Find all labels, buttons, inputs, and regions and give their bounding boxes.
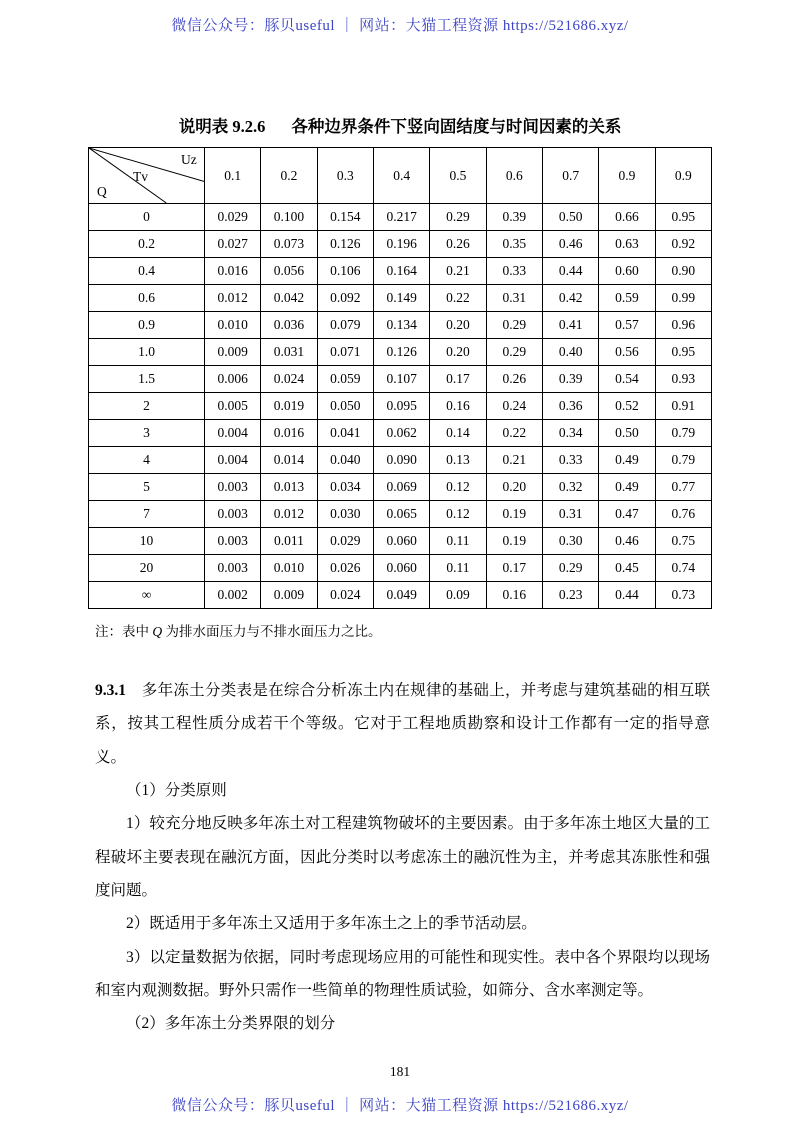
table-cell: 0.99 — [655, 285, 711, 312]
table-cell: 0.22 — [486, 420, 542, 447]
table-cell: 0.16 — [486, 582, 542, 609]
table-cell: 0.049 — [373, 582, 429, 609]
table-header-row — [89, 148, 712, 204]
table-cell: 0.21 — [430, 258, 486, 285]
table-cell: 0.40 — [542, 339, 598, 366]
table-row — [89, 204, 712, 231]
table-cell: 0.52 — [599, 393, 655, 420]
table-cell: 0.004 — [205, 420, 261, 447]
table-cell: 0.29 — [430, 204, 486, 231]
table-cell: 0.016 — [205, 258, 261, 285]
table-row — [89, 339, 712, 366]
commentary-section — [95, 674, 710, 1040]
table-cell: 0.12 — [430, 501, 486, 528]
table-cell: 0.13 — [430, 447, 486, 474]
table-cell: 0.24 — [486, 393, 542, 420]
table-cell: 0.41 — [542, 312, 598, 339]
table-cell: 0.030 — [317, 501, 373, 528]
table-cell: 0.30 — [542, 528, 598, 555]
table-cell: 0.59 — [599, 285, 655, 312]
row-label: 5 — [89, 474, 205, 501]
table-cell: 0.17 — [430, 366, 486, 393]
row-label: 1.5 — [89, 366, 205, 393]
table-cell: 0.50 — [542, 204, 598, 231]
table-cell: 0.073 — [261, 231, 317, 258]
column-header: 0.4 — [373, 148, 429, 204]
table-cell: 0.44 — [599, 582, 655, 609]
table-title — [0, 113, 800, 137]
footer-banner-link[interactable]: https://521686.xyz/ — [502, 1098, 629, 1114]
table-cell: 0.26 — [486, 366, 542, 393]
table-row — [89, 474, 712, 501]
column-header: 0.9 — [599, 148, 655, 204]
row-label: 7 — [89, 501, 205, 528]
paragraph-principle-3: 3）以定量数据为依据，同时考虑现场应用的可能性和现实性。表中各个界限均以现场和室内观测数据。野外只需作一些简单的物理性质试验，如筛分、含水率测定等。 — [95, 948, 710, 999]
footer-banner-text: 微信公众号：豚贝useful ｜ 网站：大猫工程资源 — [171, 1098, 503, 1114]
table-cell: 0.20 — [430, 339, 486, 366]
header-banner-link[interactable]: https://521686.xyz/ — [502, 18, 629, 34]
table-cell: 0.107 — [373, 366, 429, 393]
table-cell: 0.90 — [655, 258, 711, 285]
table-note-prefix: 注：表中 — [95, 624, 153, 639]
table-cell: 0.12 — [430, 474, 486, 501]
table-cell: 0.46 — [599, 528, 655, 555]
table-cell: 0.126 — [317, 231, 373, 258]
row-label: 3 — [89, 420, 205, 447]
table-cell: 0.79 — [655, 420, 711, 447]
table-cell: 0.17 — [486, 555, 542, 582]
table-cell: 0.003 — [205, 501, 261, 528]
table-cell: 0.034 — [317, 474, 373, 501]
table-cell: 0.23 — [542, 582, 598, 609]
table-cell: 0.76 — [655, 501, 711, 528]
table-cell: 0.149 — [373, 285, 429, 312]
table-row — [89, 420, 712, 447]
table-row — [89, 231, 712, 258]
table-cell: 0.56 — [599, 339, 655, 366]
table-cell: 0.66 — [599, 204, 655, 231]
table-note — [95, 620, 710, 640]
row-label: 20 — [89, 555, 205, 582]
table-cell: 0.041 — [317, 420, 373, 447]
table-cell: 0.003 — [205, 474, 261, 501]
paragraph-section-9-3-1 — [95, 674, 710, 774]
table-title-text: 各种边界条件下竖向固结度与时间因素的关系 — [291, 117, 622, 136]
table-cell: 0.011 — [261, 528, 317, 555]
table-cell: 0.39 — [486, 204, 542, 231]
table-cell: 0.14 — [430, 420, 486, 447]
table-cell: 0.013 — [261, 474, 317, 501]
table-cell: 0.004 — [205, 447, 261, 474]
table-cell: 0.35 — [486, 231, 542, 258]
table-cell: 0.106 — [317, 258, 373, 285]
table-cell: 0.024 — [261, 366, 317, 393]
table-corner-cell — [89, 148, 205, 204]
column-header: 0.1 — [205, 148, 261, 204]
table-cell: 0.010 — [205, 312, 261, 339]
table-cell: 0.31 — [486, 285, 542, 312]
table-cell: 0.34 — [542, 420, 598, 447]
table-cell: 0.19 — [486, 528, 542, 555]
table-cell: 0.57 — [599, 312, 655, 339]
table-cell: 0.095 — [373, 393, 429, 420]
table-cell: 0.062 — [373, 420, 429, 447]
table-cell: 0.39 — [542, 366, 598, 393]
table-cell: 0.36 — [542, 393, 598, 420]
table-cell: 0.196 — [373, 231, 429, 258]
table-cell: 0.071 — [317, 339, 373, 366]
table-cell: 0.092 — [317, 285, 373, 312]
table-cell: 0.33 — [542, 447, 598, 474]
table-cell: 0.009 — [261, 582, 317, 609]
column-header: 0.2 — [261, 148, 317, 204]
table-cell: 0.029 — [317, 528, 373, 555]
row-label: 0.4 — [89, 258, 205, 285]
table-row — [89, 582, 712, 609]
column-header: 0.9 — [655, 148, 711, 204]
table-cell: 0.46 — [542, 231, 598, 258]
row-label: 0.6 — [89, 285, 205, 312]
paragraph-classification-principles-heading: （1）分类原则 — [126, 781, 227, 799]
table-cell: 0.11 — [430, 528, 486, 555]
table-cell: 0.42 — [542, 285, 598, 312]
row-label: 0.2 — [89, 231, 205, 258]
table-cell: 0.29 — [486, 339, 542, 366]
table-cell: 0.002 — [205, 582, 261, 609]
table-cell: 0.50 — [599, 420, 655, 447]
table-cell: 0.126 — [373, 339, 429, 366]
table-row — [89, 528, 712, 555]
page-footer — [0, 1064, 800, 1115]
footer-banner — [0, 1094, 800, 1115]
table-cell: 0.54 — [599, 366, 655, 393]
table-cell: 0.49 — [599, 474, 655, 501]
table-cell: 0.33 — [486, 258, 542, 285]
table-cell: 0.050 — [317, 393, 373, 420]
table-cell: 0.73 — [655, 582, 711, 609]
table-cell: 0.19 — [486, 501, 542, 528]
table-cell: 0.217 — [373, 204, 429, 231]
paragraph-principle-1: 1）较充分地反映多年冻土对工程建筑物破坏的主要因素。由于多年冻土地区大量的工程破坏主要表现在融沉方面，因此分类时以考虑冻土的融沉性为主，并考虑其冻胀性和强度问题。 — [95, 815, 710, 899]
section-number: 9.3.1 — [95, 682, 126, 699]
row-label: ∞ — [89, 582, 205, 609]
paragraph-text: 多年冻土分类表是在综合分析冻土内在规律的基础上，并考虑与建筑基础的相互联系，按其工程性质分成若干个等级。它对于工程地质勘察和设计工作都有一定的指导意义。 — [95, 682, 710, 766]
table-cell: 0.96 — [655, 312, 711, 339]
table-cell: 0.22 — [430, 285, 486, 312]
table-row — [89, 393, 712, 420]
table-row — [89, 447, 712, 474]
table-cell: 0.012 — [205, 285, 261, 312]
table-body — [89, 204, 712, 609]
table-row — [89, 285, 712, 312]
table-cell: 0.060 — [373, 528, 429, 555]
column-header: 0.7 — [542, 148, 598, 204]
table-cell: 0.040 — [317, 447, 373, 474]
table-cell: 0.042 — [261, 285, 317, 312]
table-cell: 0.92 — [655, 231, 711, 258]
table-cell: 0.79 — [655, 447, 711, 474]
table-cell: 0.31 — [542, 501, 598, 528]
table-cell: 0.060 — [373, 555, 429, 582]
table-cell: 0.95 — [655, 204, 711, 231]
corner-label-uz: Uz — [181, 152, 197, 167]
table-cell: 0.77 — [655, 474, 711, 501]
table-cell: 0.006 — [205, 366, 261, 393]
table-cell: 0.95 — [655, 339, 711, 366]
table-title-label: 说明表 9.2.6 — [178, 117, 266, 136]
header-banner-text: 微信公众号：豚贝useful ｜ 网站：大猫工程资源 — [171, 18, 503, 34]
table-cell: 0.079 — [317, 312, 373, 339]
row-label: 0.9 — [89, 312, 205, 339]
table-cell: 0.75 — [655, 528, 711, 555]
table-cell: 0.45 — [599, 555, 655, 582]
table-row — [89, 555, 712, 582]
table-cell: 0.090 — [373, 447, 429, 474]
table-cell: 0.16 — [430, 393, 486, 420]
table-cell: 0.60 — [599, 258, 655, 285]
table-cell: 0.134 — [373, 312, 429, 339]
table-cell: 0.49 — [599, 447, 655, 474]
table-row — [89, 366, 712, 393]
table-cell: 0.93 — [655, 366, 711, 393]
table-cell: 0.019 — [261, 393, 317, 420]
table-cell: 0.29 — [486, 312, 542, 339]
column-header: 0.6 — [486, 148, 542, 204]
table-cell: 0.26 — [430, 231, 486, 258]
table-cell: 0.010 — [261, 555, 317, 582]
row-label: 10 — [89, 528, 205, 555]
page-number: 181 — [389, 1064, 411, 1079]
table-cell: 0.154 — [317, 204, 373, 231]
table-cell: 0.20 — [486, 474, 542, 501]
table-cell: 0.11 — [430, 555, 486, 582]
table-cell: 0.014 — [261, 447, 317, 474]
table-note-suffix: 为排水面压力与不排水面压力之比。 — [162, 624, 382, 639]
table-cell: 0.09 — [430, 582, 486, 609]
table-cell: 0.74 — [655, 555, 711, 582]
header-banner — [0, 14, 800, 35]
table-cell: 0.036 — [261, 312, 317, 339]
row-label: 1.0 — [89, 339, 205, 366]
column-header: 0.3 — [317, 148, 373, 204]
column-header: 0.5 — [430, 148, 486, 204]
table-cell: 0.026 — [317, 555, 373, 582]
paragraph-principle-2: 2）既适用于多年冻土又适用于多年冻土之上的季节活动层。 — [126, 915, 537, 933]
table-cell: 0.63 — [599, 231, 655, 258]
table-cell: 0.016 — [261, 420, 317, 447]
table-cell: 0.065 — [373, 501, 429, 528]
table-cell: 0.164 — [373, 258, 429, 285]
table-cell: 0.009 — [205, 339, 261, 366]
corner-label-tv: Tv — [133, 169, 148, 184]
consolidation-table — [88, 147, 712, 609]
row-label: 4 — [89, 447, 205, 474]
table-cell: 0.012 — [261, 501, 317, 528]
table-cell: 0.003 — [205, 555, 261, 582]
paragraph-classification-boundaries-heading: （2）多年冻土分类界限的划分 — [126, 1015, 336, 1033]
table-cell: 0.024 — [317, 582, 373, 609]
table-row — [89, 258, 712, 285]
table-row — [89, 501, 712, 528]
table-cell: 0.059 — [317, 366, 373, 393]
table-cell: 0.32 — [542, 474, 598, 501]
table-cell: 0.44 — [542, 258, 598, 285]
row-label: 0 — [89, 204, 205, 231]
table-cell: 0.29 — [542, 555, 598, 582]
table-cell: 0.21 — [486, 447, 542, 474]
table-note-symbol: Q — [152, 624, 163, 639]
row-label: 2 — [89, 393, 205, 420]
table-cell: 0.005 — [205, 393, 261, 420]
table-cell: 0.031 — [261, 339, 317, 366]
table-cell: 0.069 — [373, 474, 429, 501]
table-row — [89, 312, 712, 339]
table-cell: 0.027 — [205, 231, 261, 258]
table-cell: 0.100 — [261, 204, 317, 231]
table-cell: 0.20 — [430, 312, 486, 339]
table-cell: 0.003 — [205, 528, 261, 555]
table-cell: 0.91 — [655, 393, 711, 420]
corner-label-q: Q — [97, 183, 107, 199]
table-cell: 0.029 — [205, 204, 261, 231]
table-cell: 0.056 — [261, 258, 317, 285]
table-cell: 0.47 — [599, 501, 655, 528]
